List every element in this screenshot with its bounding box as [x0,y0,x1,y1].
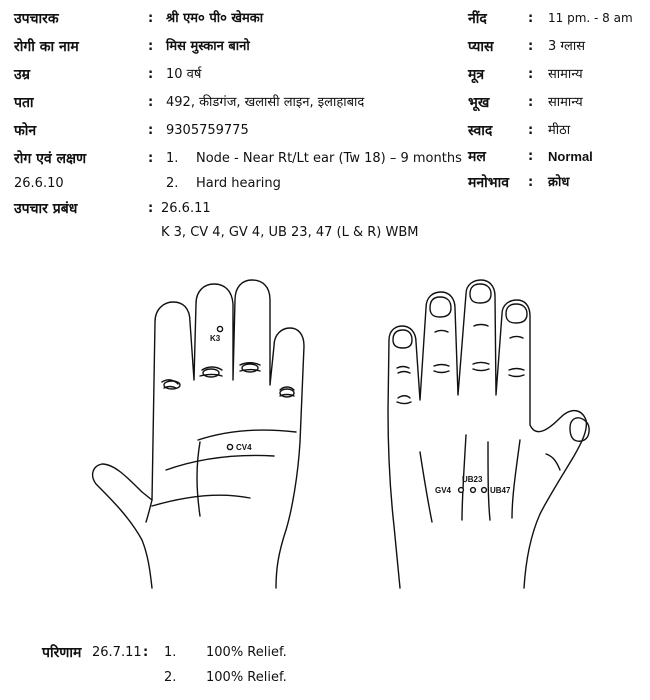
colon: : [148,67,154,82]
label-phone: फोन [14,123,37,139]
colon: : [528,175,534,190]
point-k3-label: K3 [210,334,221,343]
label-thirst: प्यास [468,39,494,55]
point-gv4-marker [459,488,464,493]
back-hand-drawing [388,280,589,588]
point-ub23-marker [471,488,476,493]
value-urine: सामान्य [548,67,583,82]
colon: : [148,11,154,26]
value-hunger: सामान्य [548,95,583,110]
point-gv4-label: GV4 [435,486,452,495]
value-sleep: 11 pm. - 8 am [548,11,633,25]
label-urine: मूत्र [468,67,485,83]
point-k3-marker [217,326,222,331]
label-patient-name: रोगी का नाम [14,39,79,55]
value-patient-name: मिस मुस्कान बानो [166,39,250,54]
label-stool: मल [468,149,486,165]
point-cv4-label: CV4 [236,443,252,452]
point-ub47-label: UB47 [490,486,511,495]
result-1-num: 1. [164,645,177,660]
label-treatment: उपचार प्रबंध [14,201,78,217]
symptom-1-num: 1. [166,151,179,166]
symptom-2-text: Hard hearing [196,176,281,191]
value-stool: Normal [548,149,593,164]
treatment-date: 26.6.11 [161,201,211,216]
colon: : [143,645,149,660]
value-mood: क्रोध [548,175,570,190]
value-age: 10 वर्ष [166,67,202,82]
label-address: पता [14,95,34,111]
value-address: 492, कीडगंज, खलासी लाइन, इलाहाबाद [166,95,365,110]
colon: : [528,149,534,164]
colon: : [148,95,154,110]
symptom-2-num: 2. [166,176,179,191]
point-ub47-marker [482,488,487,493]
colon: : [528,123,534,138]
label-mood: मनोभाव [468,175,510,191]
value-therapist: श्री एम० पी० खेमका [166,11,264,26]
colon: : [148,39,154,54]
result-date: 26.7.11 [92,645,142,660]
palm-hand-drawing [93,280,304,588]
label-symptoms: रोग एवं लक्षण [14,151,87,167]
treatment-points: K 3, CV 4, GV 4, UB 23, 47 (L & R) WBM [161,225,419,240]
label-sleep: नींद [468,11,487,27]
colon: : [148,151,154,166]
point-cv4-marker [227,444,232,449]
colon: : [528,39,534,54]
symptoms-date: 26.6.10 [14,176,64,191]
colon: : [148,201,154,216]
colon: : [528,11,534,26]
label-therapist: उपचारक [14,11,59,27]
label-result: परिणाम [42,645,82,661]
value-taste: मीठा [548,123,571,138]
colon: : [528,95,534,110]
label-age: उम्र [14,67,31,83]
point-ub23-label: UB23 [462,475,483,484]
result-2-text: 100% Relief. [206,670,287,685]
colon: : [148,123,154,138]
hands-diagram [0,270,650,600]
label-hunger: भूख [468,95,490,111]
value-phone: 9305759775 [166,123,249,138]
symptom-1-text: Node - Near Rt/Lt ear (Tw 18) – 9 months [196,151,462,166]
label-taste: स्वाद [468,123,493,139]
colon: : [528,67,534,82]
result-2-num: 2. [164,670,177,685]
value-thirst: 3 ग्लास [548,39,586,54]
result-1-text: 100% Relief. [206,645,287,660]
